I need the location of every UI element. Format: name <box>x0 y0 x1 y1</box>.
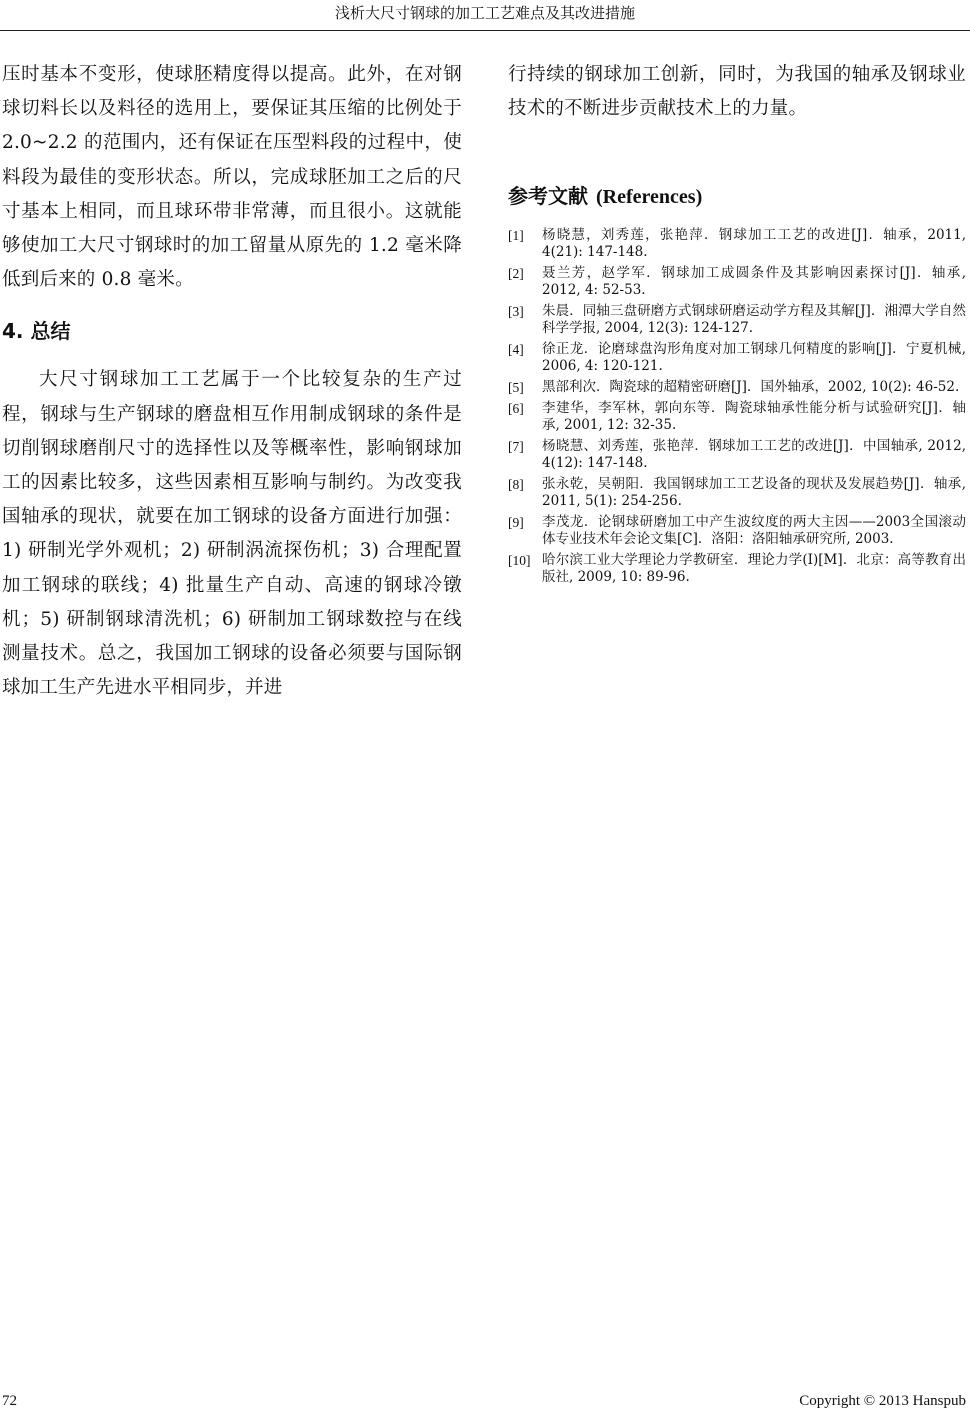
reference-text: 聂兰芳，赵学军．钢球加工成圆条件及其影响因素探讨[J]．轴承, 2012, 4: 52-53. <box>542 265 966 299</box>
reference-item <box>508 265 966 299</box>
page-number: 72 <box>2 1393 17 1409</box>
reference-number: [6] <box>508 401 524 417</box>
reference-item <box>508 303 966 337</box>
reference-item <box>508 379 966 396</box>
reference-item <box>508 514 966 548</box>
reference-text: 杨晓慧、刘秀莲，张艳萍．钢球加工工艺的改进[J]．中国轴承, 2012, 4(12): 147-148. <box>542 438 966 472</box>
reference-text: 黑部利次．陶瓷球的超精密研磨[J]．国外轴承，2002, 10(2): 46-52. <box>542 379 960 396</box>
body-paragraph-continued: 行持续的钢球加工创新，同时，为我国的轴承及钢球业技术的不断进步贡献技术上的力量。 <box>508 64 966 120</box>
reference-number: [2] <box>508 266 524 282</box>
reference-item <box>508 400 966 434</box>
copyright-notice: Copyright © 2013 Hanspub <box>799 1393 966 1409</box>
page-footer <box>0 1390 970 1414</box>
body-paragraph: 压时基本不变形，使球胚精度得以提高。此外，在对钢球切料长以及料径的选用上，要保证其压缩的比例处于 2.0~2.2 的范围内，还有保证在压型料段的过程中，使料段为最佳的变形状态。所以，完成球胚加工之后的尺寸基本上相同，而且球环带非常薄，而且很小。这就能够使加工大尺寸钢球时的加工留量从原先的 1.2 毫米降低到后来的 0.8 毫米。 <box>2 64 462 291</box>
references-heading-cn: 参考文献 <box>508 184 588 209</box>
references-list <box>508 227 966 586</box>
reference-number: [3] <box>508 304 524 320</box>
references-heading-en: (References) <box>596 186 703 209</box>
reference-number: [5] <box>508 380 524 396</box>
reference-item <box>508 341 966 375</box>
reference-item <box>508 476 966 510</box>
reference-text: 李建华，李军林，郭向东等．陶瓷球轴承性能分析与试验研究[J]．轴承, 2001, 12: 32-35. <box>542 400 966 434</box>
reference-number: [1] <box>508 228 524 244</box>
running-header <box>0 0 970 31</box>
reference-number: [8] <box>508 477 524 493</box>
left-column <box>2 58 462 705</box>
conclusion-paragraph: 大尺寸钢球加工工艺属于一个比较复杂的生产过程，钢球与生产钢球的磨盘相互作用制成钢球的条件是切削钢球磨削尺寸的选择性以及等概率性，影响钢球加工的因素比较多，这些因素相互影响与制约。为改变我国轴承的现状，就要在加工钢球的设备方面进行加强：1) 研制光学外观机；2) 研制涡流探伤机；3) 合理配置加工钢球的联线；4) 批量生产自动、高速的钢球冷镦机；5) 研制钢球清洗机；6) 研制加工钢球数控与在线测量技术。总之，我国加工钢球的设备必须要与国际钢球加工生产先进水平相同步，并进 <box>2 369 462 699</box>
right-column <box>508 58 966 590</box>
reference-item <box>508 552 966 586</box>
section-heading-conclusion: 4. 总结 <box>2 319 71 344</box>
references-heading <box>508 182 966 211</box>
reference-number: [4] <box>508 342 524 358</box>
reference-item <box>508 438 966 472</box>
reference-number: [9] <box>508 515 524 531</box>
reference-text: 杨晓慧，刘秀莲，张艳萍．钢球加工工艺的改进[J]．轴承，2011, 4(21): 147-148. <box>542 227 966 261</box>
reference-text: 张永乾，吴朝阳．我国钢球加工工艺设备的现状及发展趋势[J]．轴承, 2011, 5(1): 254-256. <box>542 476 966 510</box>
reference-text: 哈尔滨工业大学理论力学教研室．理论力学(I)[M]．北京：高等教育出版社, 2009, 10: 89-96. <box>542 552 966 586</box>
reference-text: 李茂龙．论钢球研磨加工中产生波纹度的两大主因——2003全国滚动体专业技术年会论文集[C]．洛阳：洛阳轴承研究所, 2003. <box>542 514 966 548</box>
reference-item <box>508 227 966 261</box>
reference-text: 朱晨．同轴三盘研磨方式钢球研磨运动学方程及其解[J]．湘潭大学自然科学学报, 2004, 12(3): 124-127. <box>542 303 966 337</box>
reference-number: [7] <box>508 439 524 455</box>
running-header-title: 浅析大尺寸钢球的加工工艺难点及其改进措施 <box>334 4 635 22</box>
reference-number: [10] <box>508 553 531 569</box>
reference-text: 徐正龙．论磨球盘沟形角度对加工钢球几何精度的影响[J]．宁夏机械, 2006, 4: 120-121. <box>542 341 966 375</box>
